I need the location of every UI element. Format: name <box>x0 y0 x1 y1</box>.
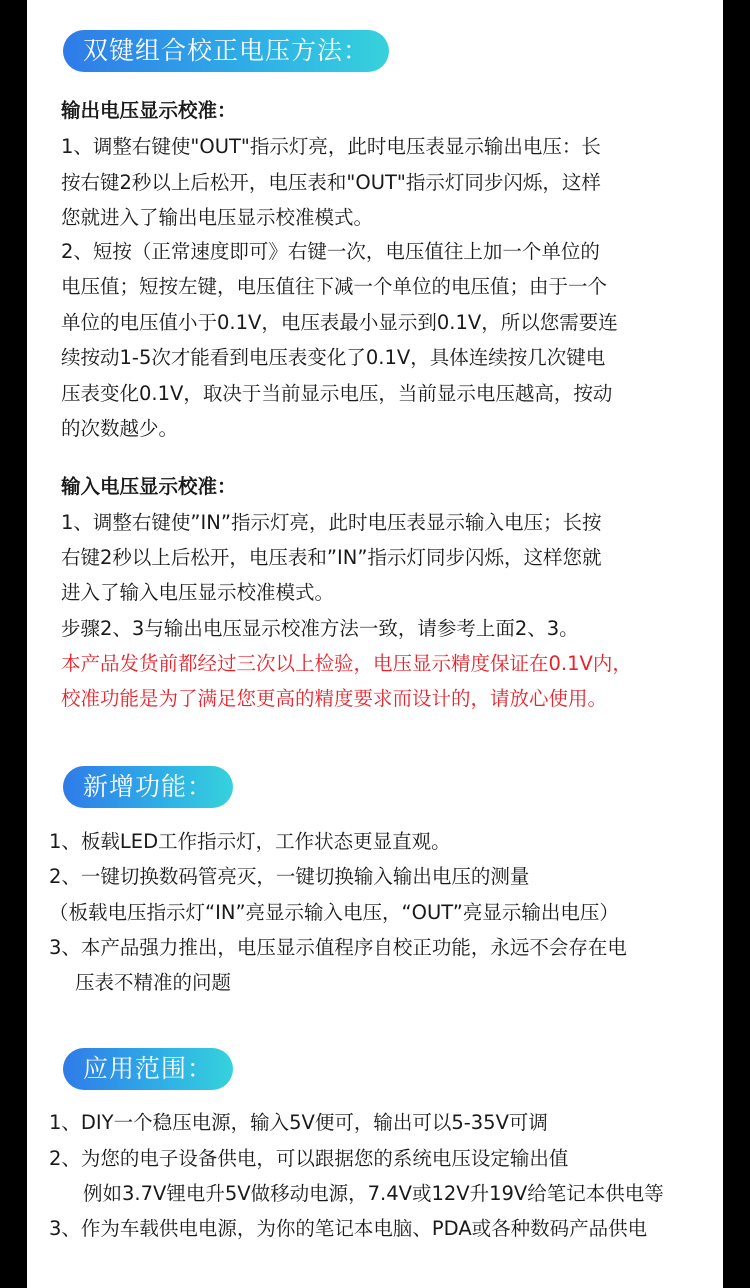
output-line: 您就进入了输出电压显示校准模式。 <box>61 206 374 229</box>
warning-line: 本产品发货前都经过三次以上检验，电压显示精度保证在0.1V内， <box>61 652 632 675</box>
output-line: 按右键2秒以上后松开，电压表和"OUT"指示灯同步闪烁，这样 <box>61 171 601 194</box>
application-line: 1、DIY一个稳压电源，输入5V便可，输出可以5-35V可调 <box>49 1111 548 1134</box>
feature-line: 3、本产品强力推出，电压显示值程序自校正功能，永远不会存在电 <box>49 936 627 959</box>
input-line: 右键2秒以上后松开，电压表和”IN”指示灯同步闪烁，这样您就 <box>61 546 602 569</box>
feature-line: 2、一键切换数码管亮灭，一键切换输入输出电压的测量 <box>49 865 530 888</box>
input-line: 进入了输入电压显示校准模式。 <box>61 581 335 604</box>
section-title-calibration: 双键组合校正电压方法： <box>63 30 389 72</box>
output-line: 1、调整右键使"OUT"指示灯亮，此时电压表显示输出电压：长 <box>61 135 601 158</box>
input-line: 步骤2、3与输出电压显示校准方法一致，请参考上面2、3。 <box>61 617 579 640</box>
output-line: 单位的电压值小于0.1V，电压表最小显示到0.1V，所以您需要连 <box>61 311 618 334</box>
application-line: 3、作为车载供电电源，为你的笔记本电脑、PDA或各种数码产品供电 <box>49 1217 648 1240</box>
application-line: 2、为您的电子设备供电，可以跟据您的系统电压设定输出值 <box>49 1147 569 1170</box>
input-line: 1、调整右键使”IN”指示灯亮，此时电压表显示输入电压；长按 <box>61 511 602 534</box>
feature-line: 1、板载LED工作指示灯，工作状态更显直观。 <box>49 830 451 853</box>
input-calibration-heading: 输入电压显示校准： <box>61 475 237 498</box>
warning-line: 校准功能是为了满足您更高的精度要求而设计的，请放心使用。 <box>61 687 608 710</box>
output-calibration-heading: 输出电压显示校准： <box>61 99 237 122</box>
section-title-applications: 应用范围： <box>63 1048 233 1090</box>
output-line: 的次数越少。 <box>61 417 179 440</box>
output-line: 续按动1-5次才能看到电压表变化了0.1V，具体连续按几次键电 <box>61 346 606 369</box>
page-content <box>27 0 723 1288</box>
feature-line: （板载电压指示灯“IN”亮显示输入电压，“OUT”亮显示输出电压） <box>49 901 619 924</box>
output-line: 压表变化0.1V，取决于当前显示电压，当前显示电压越高，按动 <box>61 382 613 405</box>
application-line: 例如3.7V锂电升5V做移动电源，7.4V或12V升19V给笔记本供电等 <box>83 1182 664 1205</box>
output-line: 电压值；短按左键，电压值往下减一个单位的电压值；由于一个 <box>61 275 608 298</box>
feature-line: 压表不精准的问题 <box>75 971 232 994</box>
section-title-new-features: 新增功能： <box>63 766 233 808</box>
output-line: 2、短按（正常速度即可》右键一次，电压值往上加一个单位的 <box>61 240 600 263</box>
